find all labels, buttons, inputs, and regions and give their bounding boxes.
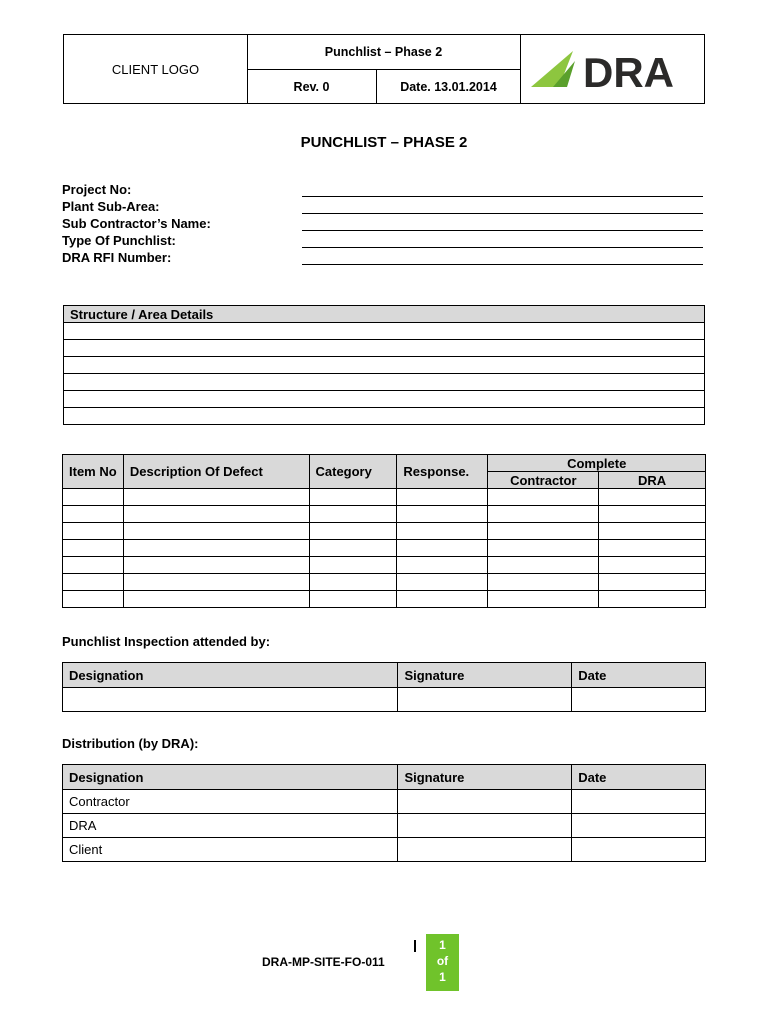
col-complete: Complete [488,455,706,472]
table-row[interactable] [63,790,706,814]
dra-logo-icon [529,47,697,91]
field-punchlist-type-label: Type Of Punchlist: [62,233,176,248]
header-revision: Rev. 0 [247,70,377,103]
distribution-row-client: Client [63,838,398,862]
col-response: Response. [397,455,488,489]
distribution-col-date: Date [572,765,706,790]
field-plant-subarea-line[interactable] [302,213,703,214]
document-code: DRA-MP-SITE-FO-011 [262,955,385,969]
distribution-row-dra: DRA [63,814,398,838]
table-row[interactable] [63,591,706,608]
table-row[interactable] [63,540,706,557]
inspection-col-signature: Signature [398,663,572,688]
field-project-no-line[interactable] [302,196,703,197]
table-row[interactable] [63,506,706,523]
area-details-row[interactable] [64,323,705,340]
footer-divider [414,940,416,952]
col-complete-contractor: Contractor [488,472,599,489]
page-of: of [436,954,449,968]
table-row[interactable] [63,557,706,574]
area-details-row[interactable] [64,357,705,374]
field-subcontractor-line[interactable] [302,230,703,231]
area-details-table [63,305,705,425]
distribution-row-contractor: Contractor [63,790,398,814]
table-row[interactable] [63,688,706,712]
col-complete-dra: DRA [599,472,706,489]
inspection-table [62,662,706,712]
field-subcontractor-label: Sub Contractor’s Name: [62,216,211,231]
distribution-heading: Distribution (by DRA): [62,736,199,751]
inspection-heading: Punchlist Inspection attended by: [62,634,271,649]
distribution-table [62,764,706,862]
document-header [63,34,705,104]
distribution-col-designation: Designation [63,765,398,790]
table-row[interactable] [63,838,706,862]
logo-text: DRA [583,49,674,91]
col-category: Category [309,455,397,489]
dra-logo [521,35,705,103]
page-title: PUNCHLIST – PHASE 2 [300,134,468,151]
table-row[interactable] [63,489,706,506]
inspection-col-designation: Designation [63,663,398,688]
area-details-row[interactable] [64,408,705,425]
field-rfi-number-line[interactable] [302,264,703,265]
page-total: 1 [439,970,446,984]
page-number-badge [426,934,459,991]
header-doc-title: Punchlist – Phase 2 [247,35,521,70]
page-current: 1 [439,938,446,952]
table-row[interactable] [63,574,706,591]
col-item-no: Item No [63,455,124,489]
inspection-col-date: Date [572,663,706,688]
area-details-row[interactable] [64,391,705,408]
field-punchlist-type-line[interactable] [302,247,703,248]
table-row[interactable] [63,814,706,838]
table-row[interactable] [63,523,706,540]
distribution-col-signature: Signature [398,765,572,790]
field-rfi-number-label: DRA RFI Number: [62,250,172,265]
client-logo-placeholder: CLIENT LOGO [64,35,248,103]
area-details-header: Structure / Area Details [64,306,705,323]
area-details-row[interactable] [64,340,705,357]
defects-table [62,454,706,608]
field-plant-subarea-label: Plant Sub-Area: [62,199,160,214]
header-date: Date. 13.01.2014 [377,70,521,103]
area-details-row[interactable] [64,374,705,391]
field-project-no-label: Project No: [62,182,132,197]
col-description: Description Of Defect [123,455,309,489]
